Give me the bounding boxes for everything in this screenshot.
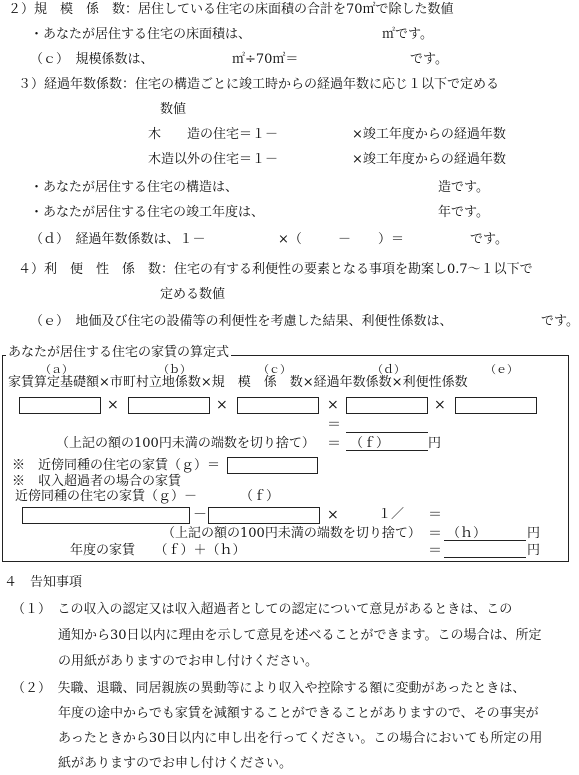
h-label: （ｈ） <box>447 526 487 541</box>
equals-sign: ＝ <box>327 436 341 452</box>
f-value-box[interactable] <box>208 507 320 524</box>
near-rent-value-box[interactable] <box>22 507 190 524</box>
scale-factor-box[interactable] <box>237 397 319 414</box>
built-year-question: ・あなたが居住する住宅の竣工年度は、 <box>30 205 265 220</box>
f-label: （ｆ） <box>350 436 390 451</box>
near-rent-box[interactable] <box>227 457 318 474</box>
item4-heading-cont: 定める数値 <box>160 287 226 302</box>
item3-heading-cont: 数値 <box>160 102 187 117</box>
floor-area-question: ・あなたが居住する住宅の床面積は、 <box>30 27 252 42</box>
times-sign: × <box>216 397 228 413</box>
convenience-factor-box[interactable] <box>455 397 537 414</box>
base-amount-box[interactable] <box>19 397 101 414</box>
letter-a: （ａ） <box>40 363 73 376</box>
notice-p2-line1: （２） 失職、退職、同居親族の異動等により収入や控除する額に変動があったときは、 <box>12 681 526 696</box>
equals-sign: ＝ <box>327 417 341 433</box>
f-yen: 円 <box>428 436 442 451</box>
letter-d: （ｄ） <box>372 363 405 376</box>
times-sign: × <box>107 397 119 413</box>
times-sign: × <box>327 507 339 523</box>
scale-factor-label: （ｃ） 規模係数は、 <box>30 52 154 67</box>
notice-p2-line2: 年度の途中からでも家賃を減額することができることがありますので、その事実が <box>58 706 539 721</box>
notice-heading: ４ 告知事項 <box>4 575 83 590</box>
wood-formula-lhs: 木 造の住宅＝１－ <box>148 127 279 142</box>
item2-heading: ２）規 模 係 数：居住している住宅の床面積の合計を70㎡で除した数値 <box>8 2 454 17</box>
letter-e: （ｅ） <box>485 363 518 376</box>
annual-rent-label: 年度の家賃 （ｆ）＋（ｈ） <box>70 543 246 558</box>
floor-area-unit: ㎡です。 <box>382 27 433 42</box>
scale-factor-division: ㎡÷70㎡＝ <box>232 52 299 67</box>
formula-headers: 家賃算定基礎額×市町村立地係数×規 模 係 数×経過年数係数×利便性係数 <box>8 375 468 390</box>
age-factor-label: （ｄ） 経過年数係数は、１－ <box>30 232 206 247</box>
annual-rent-line <box>444 543 526 558</box>
notice-p1-line2: 通知から30日以内に理由を示して意見を述べることができます。この場合は、所定 <box>58 628 542 643</box>
near-rent-label: ※ 近傍同種の住宅の家賃（ｇ）＝ <box>12 458 221 473</box>
nonwood-formula-rhs: ×竣工年度からの経過年数 <box>352 152 506 167</box>
minus-sign: － <box>193 507 207 523</box>
age-factor-open: ×（ <box>278 232 302 247</box>
item3-heading: ３）経過年数係数：住宅の構造ごとに竣工時からの経過年数に応じ１以下で定める <box>18 77 500 92</box>
equals-sign: ＝ <box>428 526 442 542</box>
age-factor-end: です。 <box>470 232 508 247</box>
nonwood-formula-lhs: 木造以外の住宅＝１－ <box>148 152 279 167</box>
age-factor-close: ）＝ <box>378 232 405 247</box>
round-note: （上記の額の100円未満の端数を切り捨て） <box>56 436 315 451</box>
notice-p2-line4: 紙がありますのでお申し付けください。 <box>58 756 293 771</box>
letter-c: （ｃ） <box>258 363 291 376</box>
convenience-factor-label: （ｅ） 地価及び住宅の設備等の利便性を考慮した結果、利便性係数は、 <box>30 314 453 329</box>
equals-sign: ＝ <box>428 507 442 523</box>
convenience-factor-end: です。 <box>541 314 579 329</box>
location-factor-box[interactable] <box>128 397 210 414</box>
near-rent-minus-label: 近傍同種の住宅の家賃（ｇ）－ <box>15 489 198 504</box>
structure-end: 造です。 <box>438 180 489 195</box>
annual-rent-yen: 円 <box>527 543 541 558</box>
times-sign: × <box>327 397 339 413</box>
wood-formula-rhs: ×竣工年度からの経過年数 <box>352 127 506 142</box>
item4-heading: ４）利 便 性 係 数：住宅の有する利便性の要素となる事項を勘案し0.7～１以下で <box>18 262 533 277</box>
notice-p1-line1: （１） この収入の認定又は収入超過者としての認定について意見があるときは、この <box>12 602 513 617</box>
built-year-end: 年です。 <box>438 205 489 220</box>
equals-sign: ＝ <box>428 543 442 559</box>
notice-p1-line3: の用紙がありますのでお申し付けください。 <box>58 654 319 669</box>
subtotal-line <box>346 418 428 433</box>
structure-question: ・あなたが居住する住宅の構造は、 <box>30 180 239 195</box>
notice-p2-line3: あったときから30日以内に申し出を行ってください。この場合においても所定の用 <box>58 731 543 746</box>
times-sign: × <box>434 397 446 413</box>
h-yen: 円 <box>527 526 541 541</box>
age-factor-box[interactable] <box>346 397 428 414</box>
f-label-2: （ｆ） <box>240 489 280 504</box>
round-note-2: （上記の額の100円未満の端数を切り捨て） <box>162 526 421 541</box>
fraction: １／ <box>378 507 405 522</box>
rent-formula-title: あなたが居住する住宅の家賃の算定式 <box>8 345 230 360</box>
letter-b: （ｂ） <box>158 363 191 376</box>
over-income-label: ※ 収入超過者の場合の家賃 <box>12 474 182 489</box>
age-factor-minus: － <box>338 232 352 247</box>
scale-factor-end: です。 <box>410 52 448 67</box>
